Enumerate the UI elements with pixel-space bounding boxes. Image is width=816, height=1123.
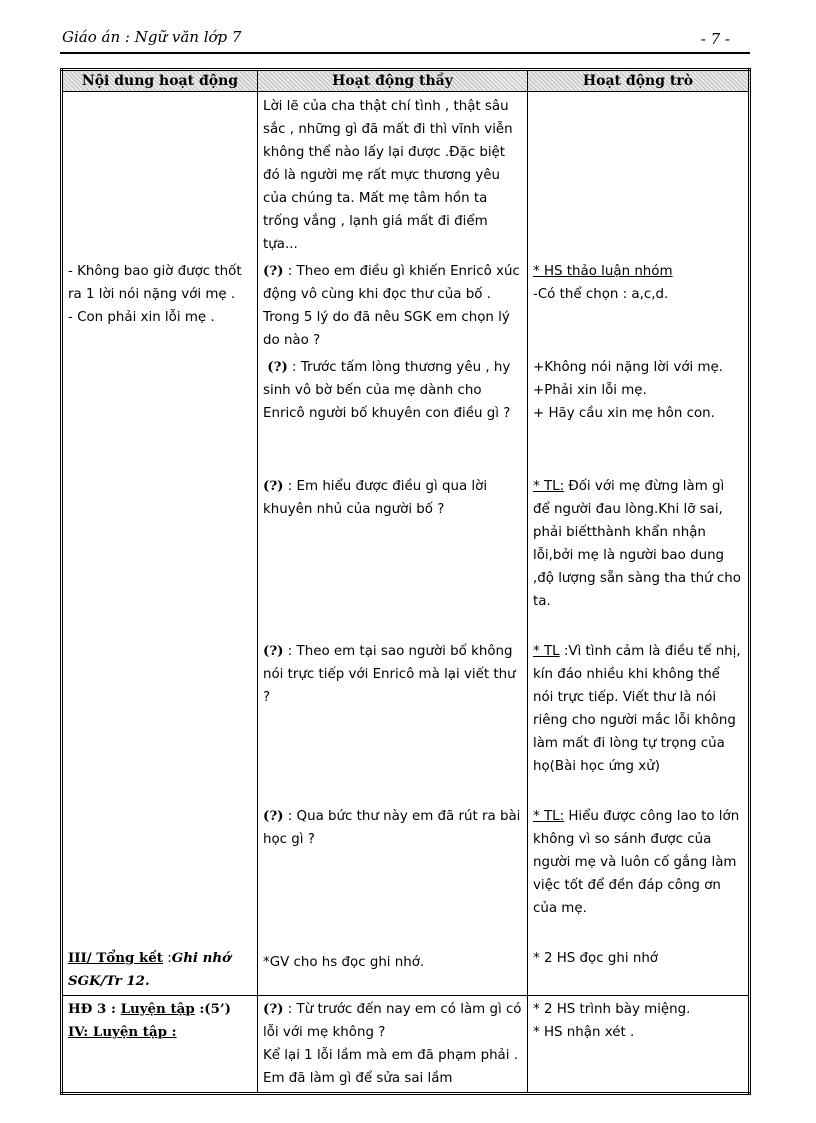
teacher-cell bbox=[258, 92, 528, 259]
summary-separator: : bbox=[162, 951, 172, 966]
student-cell bbox=[528, 803, 750, 945]
question-text: Kể lại 1 lỗi lầm mà em đã phạm phải . Em đã làm gì để sửa sai lầm bbox=[263, 1048, 518, 1086]
student-answer: -Có thể chọn : a,c,d. bbox=[533, 287, 669, 302]
student-answer: +Không nói nặng lời với mẹ. bbox=[533, 360, 724, 375]
student-answer: +Phải xin lỗi mẹ. bbox=[533, 383, 647, 398]
summary-label: III/ Tổng kết bbox=[68, 950, 163, 966]
student-activity-label: * HS thảo luận nhóm bbox=[533, 264, 673, 279]
question-text: : Qua bức thư này em đã rút ra bài học gì ? bbox=[263, 809, 521, 847]
teacher-cell bbox=[258, 258, 528, 354]
question-mark: (?) bbox=[263, 263, 284, 279]
question-mark: (?) bbox=[267, 359, 288, 375]
student-cell bbox=[528, 473, 750, 638]
content-cell bbox=[62, 996, 258, 1094]
teacher-cell bbox=[258, 473, 528, 638]
document-header-title: Giáo án : Ngữ văn lớp 7 bbox=[62, 28, 242, 46]
question-text: : Trước tấm lòng thương yêu , hy sinh vô bờ bến của mẹ dành cho Enricô người bố khuyên con điều gì ? bbox=[263, 360, 511, 421]
teacher-cell bbox=[258, 996, 528, 1094]
question-mark: (?) bbox=[263, 808, 284, 824]
student-cell bbox=[528, 354, 750, 473]
teacher-cell bbox=[258, 638, 528, 803]
question-text: : Từ trước đến nay em có làm gì có lỗi với mẹ không ? bbox=[263, 1002, 522, 1040]
student-cell bbox=[528, 258, 750, 354]
tl-label: * TL: bbox=[533, 479, 565, 494]
table-row bbox=[62, 258, 750, 354]
student-answer: * 2 HS đọc ghi nhớ bbox=[533, 951, 658, 966]
question-mark: (?) bbox=[263, 1001, 284, 1017]
question-text: : Theo em tại sao người bố không nói trực tiếp với Enricô mà lại viết thư ? bbox=[263, 644, 516, 705]
teacher-cell bbox=[258, 354, 528, 473]
activity-label: Luyện tập bbox=[120, 1001, 195, 1017]
section-label: IV: Luyện tập : bbox=[68, 1024, 177, 1040]
header-rule bbox=[60, 52, 750, 54]
student-cell bbox=[528, 945, 750, 996]
table-header-row bbox=[62, 70, 750, 92]
tl-label: * TL: bbox=[533, 809, 565, 824]
activity-prefix: HĐ 3 : bbox=[68, 1001, 121, 1017]
content-cell bbox=[62, 92, 258, 259]
content-cell bbox=[62, 473, 258, 945]
student-answer: * HS nhận xét . bbox=[533, 1025, 635, 1040]
question-text: : Theo em điều gì khiến Enricô xúc động vô cùng khi đọc thư của bố . Trong 5 lý do đã nêu SGK em chọn lý do nào ? bbox=[263, 264, 520, 348]
student-cell bbox=[528, 92, 750, 259]
student-answer: + Hãy cầu xin mẹ hôn con. bbox=[533, 406, 715, 421]
question-text: : Em hiểu được điều gì qua lời khuyên nhủ của người bố ? bbox=[263, 479, 488, 517]
student-cell bbox=[528, 638, 750, 803]
teacher-instruction: *GV cho hs đọc ghi nhớ. bbox=[263, 955, 425, 970]
lesson-plan-table bbox=[60, 68, 751, 1095]
header-teacher: Hoạt động thầy bbox=[258, 70, 528, 92]
activity-duration: :(5’) bbox=[194, 1001, 231, 1017]
student-answer: :Vì tình cảm là điều tế nhị, kín đáo nhiều khi không thể nói trực tiếp. Viết thư là nói riêng cho người mắc lỗi không làm mất đi lòng tự trọng của họ(Bài học ứng xử) bbox=[533, 644, 741, 774]
header-student: Hoạt động trò bbox=[528, 70, 750, 92]
student-cell bbox=[528, 996, 750, 1094]
content-cell bbox=[62, 258, 258, 473]
tl-label: * TL bbox=[533, 644, 560, 659]
student-answer: Hiểu được công lao to lớn không vì so sánh được của người mẹ và luôn cố gắng làm việc tốt để đền đáp công ơn của mẹ. bbox=[533, 809, 740, 916]
table-row bbox=[62, 945, 750, 996]
teacher-cell bbox=[258, 803, 528, 945]
teacher-cell bbox=[258, 945, 528, 996]
table-row bbox=[62, 996, 750, 1094]
table-row bbox=[62, 92, 750, 259]
question-mark: (?) bbox=[263, 478, 284, 494]
content-point: - Con phải xin lỗi mẹ . bbox=[68, 310, 215, 325]
content-cell bbox=[62, 945, 258, 996]
teacher-intro-text: Lời lẽ của cha thật chí tình , thật sâu sắc , những gì đã mất đi thì vĩnh viễn không thể nào lấy lại được .Đặc biệt đó là người mẹ rất mực thương yêu của chúng ta. Mất mẹ tâm hồn ta trống vắng , lạnh giá mất đi điểm tựa... bbox=[263, 99, 513, 252]
student-answer: Đối với mẹ đừng làm gì để người đau lòng.Khi lỡ sai, phải biếtthành khẩn nhận lỗi,bởi mẹ là người bao dung ,độ lượng sẵn sàng tha thứ cho ta. bbox=[533, 479, 741, 609]
content-point: - Không bao giờ được thốt ra 1 lời nói nặng với mẹ . bbox=[68, 264, 242, 302]
page-number: - 7 - bbox=[700, 30, 730, 48]
student-answer: * 2 HS trình bày miệng. bbox=[533, 1002, 691, 1017]
question-mark: (?) bbox=[263, 643, 284, 659]
header-content: Nội dung hoạt động bbox=[62, 70, 258, 92]
summary-reference: Ghi nhớ SGK/Tr 12. bbox=[68, 950, 232, 989]
table-row bbox=[62, 473, 750, 638]
